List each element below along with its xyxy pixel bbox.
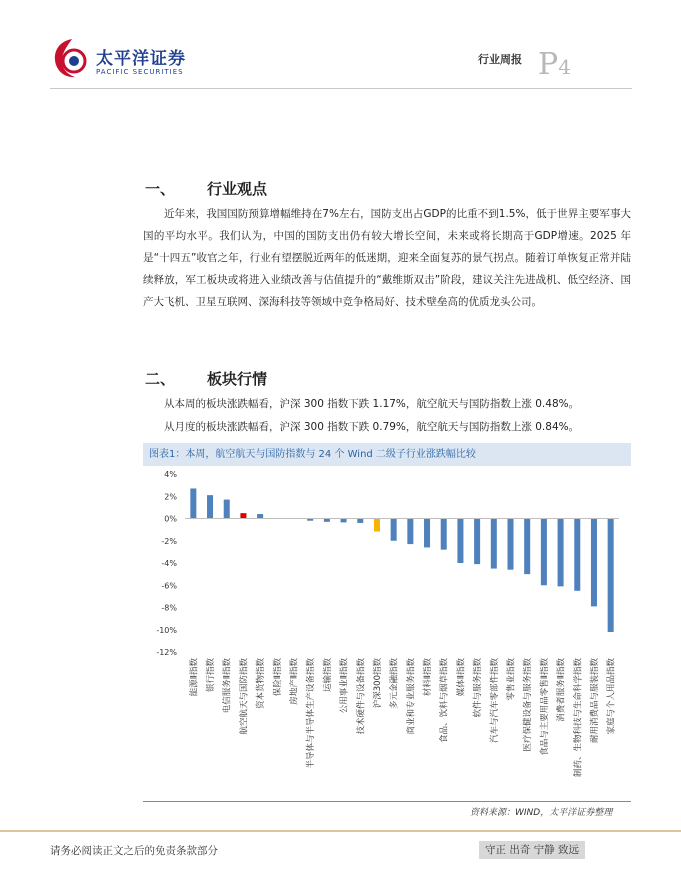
bar-21 [524,519,530,575]
x-category-label: 软件与服务指数 [473,658,484,718]
company-motto: 守正 出奇 宁静 致远 [479,841,585,859]
x-category-label: 公用事业Ⅱ指数 [339,658,350,714]
x-category-label: 食品、饮料与烟草指数 [439,658,450,744]
bar-2 [207,495,213,518]
bar-5 [257,514,263,518]
x-category-label: 运输指数 [322,658,333,693]
y-tick-label: 4% [164,470,177,479]
y-tick-label: -12% [156,648,177,657]
y-tick-label: -2% [161,536,177,546]
bar-15 [424,519,430,548]
x-category-label: 耐用消费品与服装指数 [589,658,600,744]
monthly-summary: 从月度的板块涨跌幅看，沪深 300 指数下跌 0.79%，航空航天与国防指数上涨 0.84%。 [164,421,580,433]
bar-11 [357,519,363,523]
disclaimer-note: 请务必阅读正文之后的免责条款部分 [50,845,218,857]
figure-source: 资料来源：WIND，太平洋证券整理 [470,808,613,818]
bar-19 [491,519,497,569]
section1-paragraph [143,203,631,313]
x-category-label: 商业和专业服务指数 [406,658,417,735]
bar-14 [407,519,413,545]
x-category-label: 材料Ⅱ指数 [423,658,434,697]
y-tick-label: -4% [161,559,177,568]
x-category-label: 多元金融指数 [389,658,400,710]
y-tick-label: 2% [164,492,177,502]
x-category-label: 银行指数 [206,658,217,693]
report-type: 行业周报 [478,53,522,66]
sector-change-bar-chart [143,466,631,801]
page-number-value: 4 [558,55,571,79]
y-tick-label: -8% [161,603,177,613]
figure-bottom-divider [143,801,631,802]
pacific-securities-logo-icon [52,36,92,80]
x-category-label: 资本货物指数 [256,658,267,710]
section2-heading [145,368,267,389]
logo-chinese-name: 太平洋证券 [96,49,186,69]
bar-20 [507,519,513,570]
x-category-label: 电信服务Ⅱ指数 [222,658,233,714]
x-category-label: 医疗保健设备与服务指数 [523,658,534,752]
bar-9 [324,519,330,522]
y-tick-label: -6% [161,581,177,591]
logo-english-name: PACIFIC SECURITIES [96,68,184,76]
weekly-summary: 从本周的板块涨跌幅看，沪深 300 指数下跌 1.17%，航空航天与国防指数上涨 0.48%。 [164,398,580,410]
section1-heading [145,178,267,199]
x-category-label: 沪深300指数 [372,658,383,709]
footer-divider [0,830,681,832]
brand-logo [52,34,186,86]
bar-23 [558,519,564,587]
section1-text: 近年来，我国国防预算增幅维持在7%左右，国防支出占GDP的比重不到1.5%，低于世界主要军事大国的平均水平。我们认为，中国的国防支出仍有较大增长空间，未来或将长期高于GDP增速。2025 年是“十四五”收官之年，行业有望摆脱近两年的低迷期，迎来全面复苏的景气拐点。随着订单恢复正常并陆续释放，军工板块或将进入业绩改善与估值提升的“戴维斯双击”阶段，建议关注先进战机、低空经济、国产大飞机、卫星互联网、深海科技等领域中竞争格局好、技术壁垒高的优质龙头公司。 [143,208,631,308]
bar-1 [190,488,196,518]
bar-4 [240,513,246,518]
figure-title: 图表1：本周，航空航天与国防指数与 24 个 Wind 二级子行业涨跌幅比较 [143,443,631,466]
x-category-label: 制药、生物科技与生命科学指数 [573,658,584,778]
x-category-label: 能源Ⅱ指数 [189,658,200,697]
bar-13 [391,519,397,541]
x-category-label: 房地产Ⅱ指数 [289,658,300,705]
x-category-label: 零售业指数 [506,658,517,701]
bar-22 [541,519,547,586]
x-category-label: 汽车与汽车零部件指数 [489,658,500,744]
bar-18 [474,519,480,565]
x-category-label: 航空航天与国防指数 [239,658,250,735]
header-divider [50,88,632,89]
bar-12 [374,519,380,532]
page-number [538,47,571,82]
y-tick-label: 0% [164,514,177,524]
x-category-label: 媒体Ⅱ指数 [456,658,467,697]
bar-26 [608,519,614,632]
x-category-label: 半导体与半导体生产设备指数 [306,658,317,769]
bar-10 [341,519,347,523]
x-category-label: 消费者服务Ⅱ指数 [556,658,567,722]
bar-25 [591,519,597,607]
section1-number: 一、 [145,180,176,198]
bar-16 [441,519,447,550]
section2-title: 板块行情 [207,370,268,388]
bar-3 [224,500,230,519]
section2-number: 二、 [145,370,176,388]
x-category-label: 食品与主要用品零售Ⅱ指数 [539,658,550,756]
x-category-label: 家庭与个人用品指数 [606,658,617,735]
x-category-label: 技术硬件与设备指数 [356,658,367,735]
bar-17 [457,519,463,564]
x-category-label: 保险Ⅱ指数 [272,658,283,697]
section1-title: 行业观点 [207,180,268,198]
bar-24 [574,519,580,591]
y-tick-label: -10% [156,625,177,635]
page-prefix: P [538,47,559,82]
